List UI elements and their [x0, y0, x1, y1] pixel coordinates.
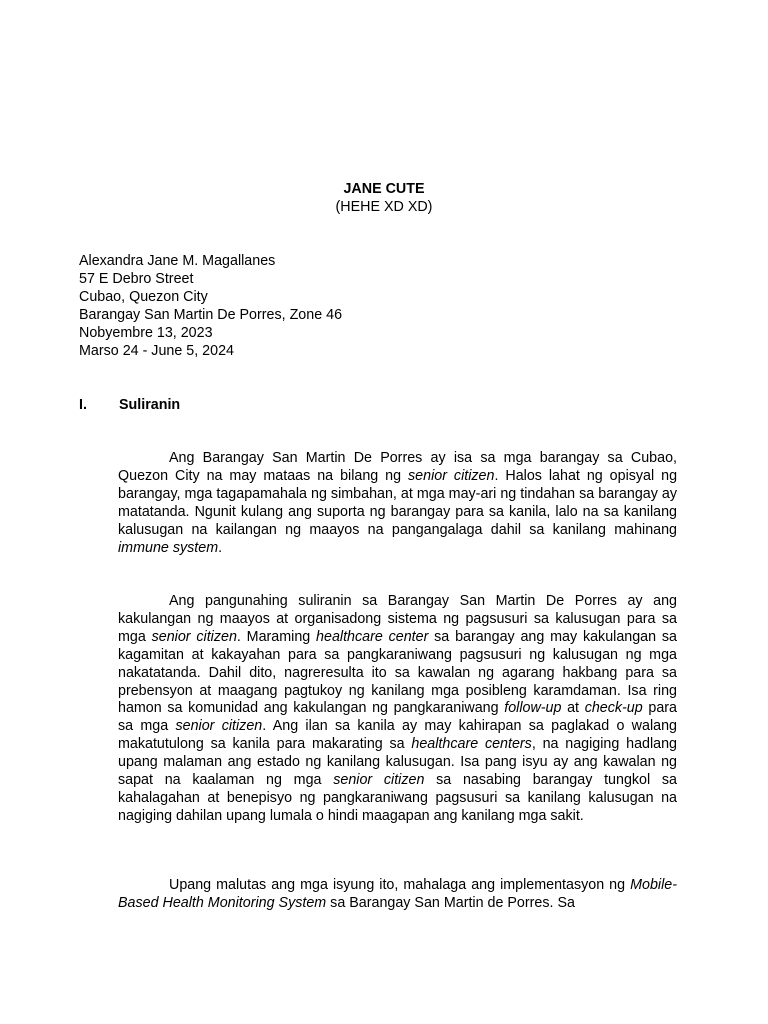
document-title: JANE CUTE	[343, 181, 425, 197]
paragraph-text: . Ang ilan sa kanila ay may kahirapan sa paglakad o walang makatutulong sa kanila para makarating sa	[118, 718, 677, 753]
paragraph-text: , na nagiging hadlang upang malaman ang estado ng kanilang kalusugan. Isa pang isyu ay ang kawalan ng sapat na kaalaman ng mga	[118, 736, 677, 789]
paragraph	[118, 450, 677, 557]
italic-term: senior citizen	[333, 772, 425, 789]
document-subtitle: (HEHE XD XD)	[335, 198, 433, 215]
italic-term: senior citizen	[175, 718, 263, 735]
italic-term: Mobile-Based Health Monitoring System	[118, 877, 677, 911]
paragraph-text: sa Barangay San Martin de Porres. Sa	[326, 894, 575, 911]
paragraph-text: . Maraming	[236, 628, 317, 645]
italic-term: immune system	[118, 539, 219, 556]
paragraph-text: . Halos lahat ng opisyal ng barangay, mga tagapamahala ng simbahan, at mga may-ari ng tindahan sa barangay ay matatanda. Ngunit kulang ang suporta ng barangay para sa kanila, lalo na sa kanilang kalusugan na kailangan ng maayos na pangangalaga dahil sa kanilang mahinang	[118, 467, 678, 538]
italic-term: healthcare center	[316, 628, 429, 645]
paragraph-text: para sa mga	[118, 700, 677, 735]
paragraph-text: at	[561, 700, 585, 717]
italic-term: follow-up	[504, 700, 562, 717]
section-heading	[79, 397, 180, 415]
address-line-barangay: Barangay San Martin De Porres, Zone 46	[79, 306, 343, 323]
paragraph-text: Ang pangunahing suliranin sa Barangay San Martin De Porres ay ang kakulangan ng maayos at organisadong sistema ng pagsusuri sa kalusugan para sa mga	[118, 593, 677, 645]
address-line-city: Cubao, Quezon City	[79, 288, 208, 305]
title-block	[0, 181, 768, 217]
paragraph-text: sa nasabing barangay tungkol sa kahalagahan at benepisyo ng pangkaraniwang pagsusuri sa kanilang kalusugan na nagiging dahilan upang lumala o hindi maagapan ang kanilang mga sakit.	[118, 772, 678, 824]
address-line-date: Nobyembre 13, 2023	[79, 324, 213, 341]
paragraph	[118, 593, 677, 826]
address-block	[79, 253, 679, 360]
section-title: Suliranin	[119, 397, 181, 413]
italic-term: healthcare centers	[411, 736, 532, 753]
paragraph-text: .	[218, 539, 223, 556]
section-number: I.	[79, 397, 87, 413]
address-line-street: 57 E Debro Street	[79, 270, 194, 287]
paragraph-text: sa barangay ang may kakulangan sa kagamitan at kakayahan para sa pangkaraniwang pagsusuri ng kalusugan ng mga nakatatanda. Dahil dito, nagreresulta ito sa kawalan ng agarang hakbang para sa prebensyon at maagang pagtukoy ng kanilang mga posibleng karamdaman. Isa ring hamon sa komunidad ang kakulangan ng pangkaraniwang	[118, 628, 677, 717]
italic-term: senior citizen	[151, 628, 237, 645]
paragraph	[118, 877, 677, 913]
address-line-period: Marso 24 - June 5, 2024	[79, 342, 234, 359]
italic-term: check-up	[584, 700, 643, 717]
paragraph-text: Upang malutas ang mga isyung ito, mahalaga ang implementasyon ng	[169, 877, 631, 893]
italic-term: senior citizen	[408, 467, 495, 484]
address-line-name: Alexandra Jane M. Magallanes	[79, 253, 276, 269]
paragraph-text: Ang Barangay San Martin De Porres ay isa sa mga barangay sa Cubao, Quezon City na may mataas na bilang ng	[118, 450, 677, 484]
